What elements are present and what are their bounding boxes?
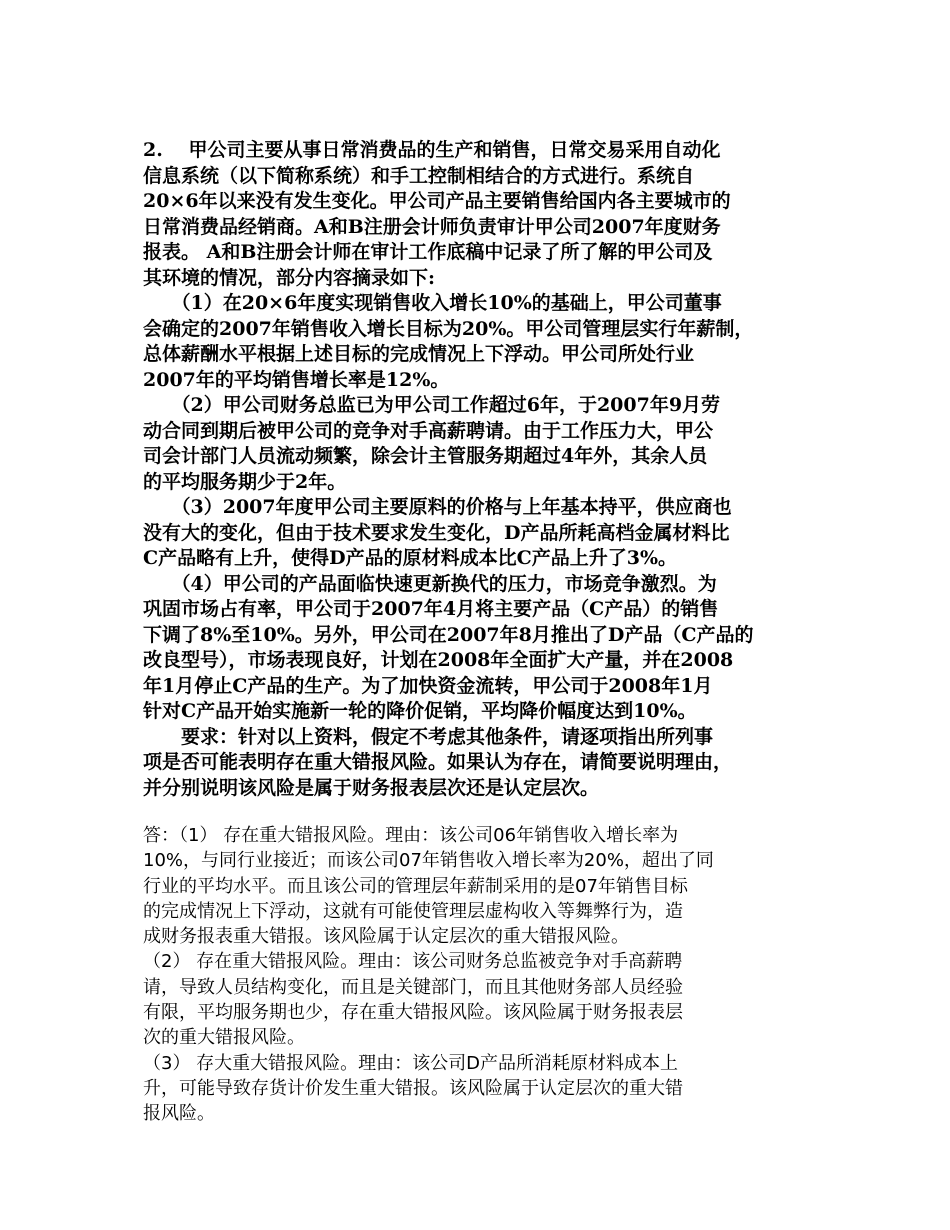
question-line: 报表。 A和B注册会计师在审计工作底稿中记录了所了解的甲公司及	[143, 241, 713, 263]
question-line: 日常消费品经销商。A和B注册会计师负责审计甲公司2007年度财务	[143, 215, 721, 238]
question-line: 2007年的平均销售增长率是12%。	[143, 368, 450, 391]
answer-text	[143, 823, 813, 1127]
question-line: 要求：针对以上资料，假定不考虑其他条件，请逐项指出所列事	[143, 725, 714, 748]
question-line: 年1月停止C产品的生产。为了加快资金流转，甲公司于2008年1月	[143, 674, 713, 697]
question-line: （3）2007年度甲公司主要原料的价格与上年基本持平，供应商也	[143, 496, 732, 518]
question-text	[143, 138, 813, 801]
question-line: 20×6年以来没有发生变化。甲公司产品主要销售给国内各主要城市的	[143, 190, 731, 212]
answer-line: 有限，平均服务期也少，存在重大错报风险。该风险属于财务报表层	[143, 1002, 683, 1024]
question-line: 并分别说明该风险是属于财务报表层次还是认定层次。	[143, 776, 600, 799]
answer-line: 报风险。	[143, 1103, 215, 1125]
answer-line: 答：（1） 存在重大错报风险。理由：该公司06年销售收入增长率为	[143, 825, 679, 846]
section-gap	[143, 801, 813, 823]
question-line: 巩固市场占有率，甲公司于2007年4月将主要产品（C产品）的销售	[143, 598, 719, 620]
question-line: 针对C产品开始实施新一轮的降价促销，平均降价幅度达到10%。	[143, 700, 697, 722]
document-page	[143, 138, 813, 1127]
answer-line: 升，可能导致存货计价发生重大错报。该风险属于认定层次的重大错	[143, 1077, 683, 1099]
answer-line: 次的重大错报风险。	[143, 1027, 305, 1049]
question-line: 其环境的情况，部分内容摘录如下:	[143, 266, 436, 289]
question-line: 项是否可能表明存在重大错报风险。如果认为存在，请简要说明理由，	[143, 751, 733, 773]
question-line: 动合同到期后被甲公司的竞争对手高薪聘请。由于工作压力大，甲公	[143, 419, 714, 442]
answer-line: 行业的平均水平。而且该公司的管理层年薪制采用的是07年销售目标	[143, 875, 688, 897]
question-line: 司会计部门人员流动频繁，除会计主管服务期超过4年外，其余人员	[143, 445, 708, 467]
question-line: 改良型号），市场表现良好，计划在2008年全面扩大产量，并在2008	[143, 649, 734, 671]
question-line: C产品略有上升，使得D产品的原材料成本比C产品上升了3%。	[143, 547, 677, 569]
question-line: 没有大的变化，但由于技术要求发生变化，D产品所耗高档金属材料比	[143, 521, 730, 544]
question-line: 信息系统（以下简称系统）和手工控制相结合的方式进行。系统自	[143, 164, 695, 187]
answer-line: 请，导致人员结构变化，而且是关键部门，而且其他财务部人员经验	[143, 976, 683, 998]
question-line: 下调了8%至10%。另外，甲公司在2007年8月推出了D产品（C产品的	[143, 623, 754, 646]
answer-line: （2） 存在重大错报风险。理由：该公司财务总监被竞争对手高薪聘	[143, 951, 683, 973]
question-line: 会确定的2007年销售收入增长目标为20%。甲公司管理层实行年薪制，	[143, 317, 754, 340]
answer-line: 成财务报表重大错报。该风险属于认定层次的重大错报风险。	[143, 926, 629, 948]
answer-line: 的完成情况上下浮动，这就有可能使管理层虚构收入等舞弊行为，造	[143, 900, 683, 922]
question-line: 总体薪酬水平根据上述目标的完成情况上下浮动。甲公司所处行业	[143, 343, 695, 365]
question-line: （1）在20×6年度实现销售收入增长10%的基础上，甲公司董事	[143, 292, 722, 314]
question-line: 的平均服务期少于2年。	[143, 470, 347, 493]
question-line: 2. 甲公司主要从事日常消费品的生产和销售，日常交易采用自动化	[143, 139, 721, 161]
answer-line: 10%，与同行业接近；而该公司07年销售收入增长率为20%，超出了同	[143, 850, 714, 872]
question-line: （2）甲公司财务总监已为甲公司工作超过6年，于2007年9月劳	[143, 394, 721, 416]
question-line: （4）甲公司的产品面临快速更新换代的压力，市场竞争激烈。为	[143, 572, 717, 595]
answer-line: （3） 存大重大错报风险。理由：该公司D产品所消耗原材料成本上	[143, 1052, 679, 1074]
